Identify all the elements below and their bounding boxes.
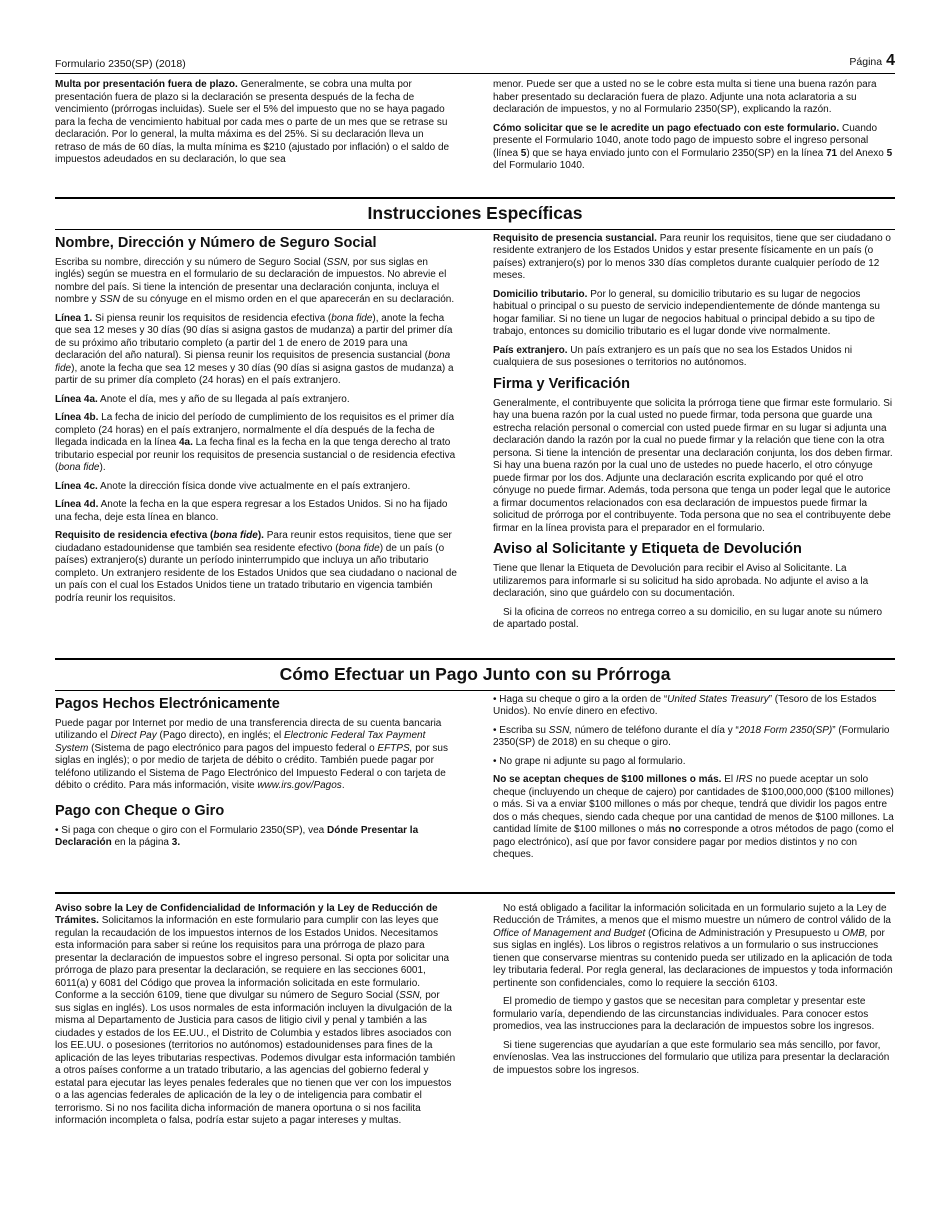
check-bullet-3: • No grape ni adjunte su pago al formulario.	[493, 755, 686, 767]
presence-paragraph: Requisito de presencia sustancial. Para reunir los requisitos, tiene que ser ciudadano o residente extranjero de los Estados Unidos y estar presente físicamente en un país (o países) extranjero(s) por lo menos 330 días completos durante cualquier período de 12 meses.	[493, 232, 891, 281]
specific-right-column	[493, 233, 895, 638]
signature-paragraph: Generalmente, el contribuyente que solicita la prórroga tiene que firmar este formulario. Si hay una buena razón por la cual usted no puede firmar, toda persona que guarde una estrecha relación personal o comercial con usted puede firmar en su lugar si adjunta una declaración dando la razón por la cual no puede firmar y la relación que tiene con la otra persona. Si tiene la intención de presentar una declaración conjunta, los dos deben firmar. Si hay una buena razón por la cual uno de ustedes no puede hacerlo, el otro cónyuge puede firmar por los dos. Adjunte una declaración escrita explicando por qué el otro cónyuge no puede firmar. Además, toda persona que tenga un poder legal que le autorice a firmar documentos relacionados con esa declaración de impuestos puede firmar la solicitud de prórroga por el contribuyente. Toda persona que no sea el contribuyente debe firmar en la línea provista para el preparador en el formulario.	[493, 397, 893, 534]
top-right-column	[493, 79, 895, 179]
check-limit-paragraph: No se aceptan cheques de $100 millones o más. El IRS no puede aceptar un solo cheque (incluyendo un cheque de cajero) por cantidades de $100,000,000 ($100 millones) o más. Si va a enviar $100 millones o más por cheque, tendrá que dividir los pagos entre dos o más cheques, siendo cada cheque por una cantidad de menos de $100 millones. La cantidad límite de $100 millones o más no corresponde a otros métodos de pago (como el pago electrónico), así que por favor considere pagar por medios distintos y no con cheques.	[493, 774, 894, 860]
late-filing-paragraph-cont: menor. Puede ser que a usted no se le cobre esta multa si tiene una buena razón para haber presentado su declaración fuera de plazo. Adjunte una nota aclaratoria a su declaración de impuestos, y no al Formulario 2350(SP), explicando la razón.	[493, 79, 877, 115]
top-left-column	[55, 79, 457, 179]
page	[55, 52, 895, 1134]
notice-heading: Aviso al Solicitante y Etiqueta de Devolución	[493, 541, 802, 557]
payment-left-column	[55, 694, 457, 868]
privacy-section	[55, 903, 895, 1134]
line-4d-paragraph: Línea 4d. Anote la fecha en la que espera regresar a los Estados Unidos. Si no ha fijado una fecha, deje esta línea en blanco.	[55, 499, 448, 523]
suggestions-paragraph: Si tiene sugerencias que ayudarían a que este formulario sea más sencillo, por favor, envíenoslas. Vea las instrucciones del formulario que utiliza para presentar la declaración de impuestos sobre los ingresos.	[493, 1039, 890, 1076]
form-name: Formulario 2350(SP) (2018)	[55, 58, 186, 70]
line-1-paragraph: Línea 1. Si piensa reunir los requisitos de residencia efectiva (bona fide), anote la fecha que sea 12 meses y 30 días (90 días si asigna gastos de mudanza) a partir del primer día de su próximo año tributario completo (a partir del 1 de enero de 2019 para una declaración del año natural). Si piensa reunir los requisitos de presencia sustancial (bona fide), anote la fecha que sea 12 meses y 30 días (90 días si asigna gastos de mudanza) a partir de su primer día completo (24 horas) en el país extranjero.	[55, 312, 454, 386]
specific-instructions-title: Instrucciones Específicas	[367, 202, 583, 223]
signature-heading: Firma y Verificación	[493, 375, 631, 392]
credit-paragraph: Cómo solicitar que se le acredite un pago efectuado con este formulario. Cuando presente el Formulario 1040, anote todo pago de impuesto sobre el ingreso personal (línea 5) que se haya enviado junto con el Formulario 2350(SP) en la línea 71 del Anexo 5 del Formulario 1040.	[493, 122, 893, 171]
electronic-payment-heading: Pagos Hechos Electrónicamente	[55, 695, 280, 712]
payment-section	[55, 694, 895, 868]
section-divider	[55, 229, 895, 230]
foreign-country-paragraph: País extranjero. Un país extranjero es un país que no sea los Estados Unidos ni cualquiera de sus posesiones o territorios no autónomos.	[493, 344, 853, 368]
name-paragraph: Escriba su nombre, dirección y su número de Seguro Social (SSN, por sus siglas en inglés) según se muestra en el formulario de su declaración de impuestos. No abrevie el nombre del país. Si tiene la intención de presentar una declaración conjunta, incluya el nombre y SSN de su cónyuge en el mismo orden en el que aparecerán en su declaración.	[55, 256, 455, 305]
specific-section	[55, 233, 895, 638]
privacy-right-column	[493, 903, 895, 1134]
page-number-block: Página 4	[849, 52, 895, 69]
notice-paragraph: Tiene que llenar la Etiqueta de Devolución para recibir el Aviso al Solicitante. La utilizaremos para informarle si su solicitud ha sido aprobada. No adjunte el aviso a la declaración, sino que guárdelo con su documentación.	[493, 563, 869, 599]
section-divider	[55, 690, 895, 691]
check-bullet-1: • Haga su cheque o giro a la orden de “United States Treasury” (Tesoro de los Estados Unidos). No envíe dinero en efectivo.	[493, 693, 877, 717]
line-4c-paragraph: Línea 4c. Anote la dirección física donde vive actualmente en el país extranjero.	[55, 480, 411, 492]
payment-right-column	[493, 694, 895, 868]
irs-payments-link[interactable]: www.irs.gov/Pagos	[257, 780, 342, 791]
page-number: 4	[886, 52, 895, 69]
section-divider	[55, 658, 895, 660]
notice-paragraph-2: Si la oficina de correos no entrega correo a su domicilio, en su lugar anote su número de apartado postal.	[493, 606, 883, 630]
late-filing-paragraph: Multa por presentación fuera de plazo. Generalmente, se cobra una multa por presentación fuera de plazo si la declaración se presenta después de la fecha de vencimiento (prórrogas incluidas). Suele ser el 5% del impuesto que no se haya pagado para la fecha de vencimiento habitual por cada mes o parte de un mes que se retrase su declaración. Por lo general, la multa máxima es del 25%. Si su declaración lleva un retraso de más de 60 días, la multa mínima es $210 (ajustado por inflación) o el saldo de impuestos adeudados en su declaración, lo que sea	[55, 79, 450, 165]
electronic-payment-paragraph: Puede pagar por Internet por medio de una transferencia directa de su cuenta bancaria utilizando el Direct Pay (Pago directo), en inglés; el Electronic Federal Tax Payment System (Sistema de pago electrónico para pagos del impuesto federal o EFTPS, por sus siglas en inglés); o por medio de tarjeta de débito o crédito. También puede pagar por teléfono utilizando el Sistema de Pago Electrónico del Impuesto Federal o con tarjeta de débito o crédito. Para más información, visite www.irs.gov/Pagos.	[55, 717, 448, 791]
specific-left-column	[55, 233, 457, 638]
check-payment-paragraph: • Si paga con cheque o giro con el Formulario 2350(SP), vea Dónde Presentar la Declaración en la página 3.	[55, 824, 419, 848]
time-estimate-paragraph: El promedio de tiempo y gastos que se necesitan para completar y presentar este formulario varía, dependiendo de las circunstancias individuales. Para conocer estos promedios, vea las instrucciones para la declaración de impuestos sobre los ingresos.	[493, 996, 875, 1032]
check-bullet-2: • Escriba su SSN, número de teléfono durante el día y “2018 Form 2350(SP)” (Formulario 2350(SP) de 2018) en su cheque o giro.	[493, 724, 890, 748]
name-heading: Nombre, Dirección y Número de Seguro Social	[55, 234, 377, 251]
privacy-left-column	[55, 903, 457, 1134]
line-4a-paragraph: Línea 4a. Anote el día, mes y año de su llegada al país extranjero.	[55, 393, 350, 405]
check-payment-heading: Pago con Cheque o Giro	[55, 802, 225, 819]
bona-fide-paragraph: Requisito de residencia efectiva (bona fide). Para reunir estos requisitos, tiene que ser ciudadano estadounidense que también sea residente efectivo (bona fide) de un país (o países) extranjero(s) durante un período ininterrumpido que incluya un año tributario completo. Un extranjero residente de los Estados Unidos que sea ciudadano o nacional de un país con el cual los Estados Unidos tiene un tratado tributario en vigencia también podría reunir los requisitos.	[55, 530, 457, 604]
privacy-paragraph: Aviso sobre la Ley de Confidencialidad de Información y la Ley de Reducción de Trámites. Solicitamos la información en este formulario para cumplir con las leyes que regulan la recaudación de los impuestos internos de los Estados Unidos. Necesitamos esta información para saber si reúne los requisitos para una prórroga de plazo para presentar la declaración de impuestos sobre el ingreso personal. Si opta por solicitar una prórroga de plazo para presentar la declaración, se requiere en las secciones 6001, 6011(a) y 6081 del Código que provea la información solicitada en este formulario. Conforme a la sección 6109, tiene que divulgar su número de Seguro Social (SSN, por sus siglas en inglés). Los usos normales de esta información incluyen la divulgación de la misma al Departamento de Justicia para casos de litigio civil y penal y también a las ciudades y estados de los EE.UU., el Distrito de Columbia y estados libres asociados con los EE.UU. o posesiones (territorios no autónomos) estadounidenses para fines de la aplicación de las leyes tributarias respectivas. Podemos divulgar esta información también a otros países conforme a un tratado tributario, a las agencias del gobierno federal y estatal para ejecutar las leyes penales federales que no tienen que ver con los impuestos o a las agencias federales de aplicación de la ley o de inteligencia para combatir el terrorismo. Si no nos facilita dicha información de manera oportuna o si nos facilita información incompleta o falsa, podría estar sujeto a pagar intereses y multas.	[55, 902, 456, 1126]
section-divider	[55, 197, 895, 199]
tax-home-paragraph: Domicilio tributario. Por lo general, su domicilio tributario es su lugar de negocios habitual o principal o su puesto de servicio independientemente de dónde mantenga su hogar familiar. Si no tiene un lugar de negocios habitual o principal debido a su tipo de trabajo, entonces su domicilio tributario es el lugar donde vive normalmente.	[493, 288, 880, 337]
section-divider	[55, 892, 895, 894]
top-section	[55, 79, 895, 179]
paperwork-paragraph: No está obligado a facilitar la información solicitada en un formulario sujeto a la Ley de Reducción de Trámites, a menos que el mismo muestre un número de control válido de la Office of Management and Budget (Oficina de Administración y Presupuesto u OMB, por sus siglas en inglés). Los libros o registros relativos a un formulario o sus instrucciones tienen que conservarse mientras su contenido pueda ser utilizado en la aplicación de toda ley tributaria federal. Por regla general, las declaraciones de impuestos y toda información pertinente son confidenciales, como lo requiere la sección 6103.	[493, 902, 893, 989]
payment-title: Cómo Efectuar un Pago Junto con su Prórroga	[279, 663, 671, 684]
line-4b-paragraph: Línea 4b. La fecha de inicio del período de cumplimiento de los requisitos es el primer día completo (24 horas) en el país extranjero, normalmente el día después de la fecha de llegada indicada en la línea 4a. La fecha final es la fecha en la que tenga derecho al trato tributario especial por reunir los requisitos de presencia sustancial o de residencia efectiva (bona fide).	[55, 412, 456, 473]
page-header	[55, 52, 895, 74]
